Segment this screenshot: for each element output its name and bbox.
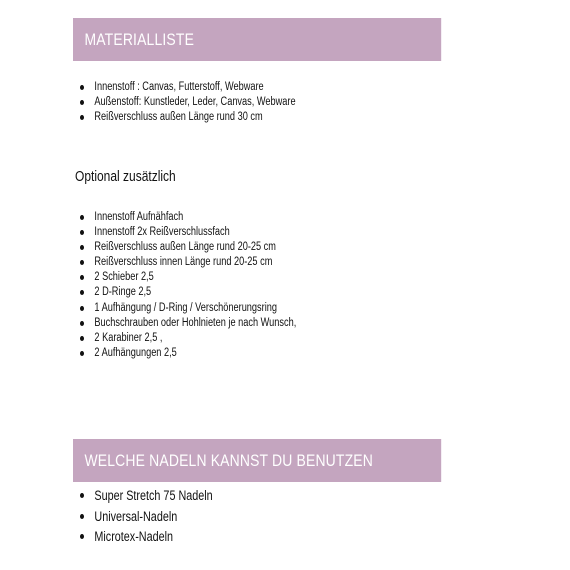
list-item: Reißverschluss außen Länge rund 30 cm	[80, 110, 296, 125]
section-banner-nadeln	[73, 439, 441, 482]
list-item: Universal-Nadeln	[80, 507, 213, 528]
list-item: Reißverschluss außen Länge rund 20-25 cm	[80, 240, 296, 255]
list-item: Innenstoff : Canvas, Futterstoff, Webware	[80, 80, 296, 95]
optional-list	[80, 210, 350, 361]
needles-list	[80, 486, 246, 548]
list-item: 2 Aufhängungen 2,5	[80, 346, 296, 361]
section-banner-materialliste	[73, 18, 441, 61]
list-item: Microtex-Nadeln	[80, 527, 213, 548]
list-item: Außenstoff: Kunstleder, Leder, Canvas, Webware	[80, 95, 296, 110]
section-title: MATERIALLISTE	[84, 29, 195, 49]
list-item: Innenstoff Aufnähfach	[80, 210, 296, 225]
list-item: 2 Karabiner 2,5 ,	[80, 331, 296, 346]
list-item: Super Stretch 75 Nadeln	[80, 486, 213, 507]
list-item: Buchschrauben oder Hohlnieten je nach Wunsch,	[80, 316, 296, 331]
list-item: 2 Schieber 2,5	[80, 270, 296, 285]
optional-heading: Optional zusätzlich	[75, 168, 176, 185]
section-title: WELCHE NADELN KANNST DU BENUTZEN	[84, 450, 373, 470]
materials-list	[80, 80, 349, 125]
list-item: 2 D-Ringe 2,5	[80, 285, 296, 300]
list-item: Innenstoff 2x Reißverschlussfach	[80, 225, 296, 240]
list-item: 1 Aufhängung / D-Ring / Verschönerungsring	[80, 301, 296, 316]
list-item: Reißverschluss innen Länge rund 20-25 cm	[80, 255, 296, 270]
